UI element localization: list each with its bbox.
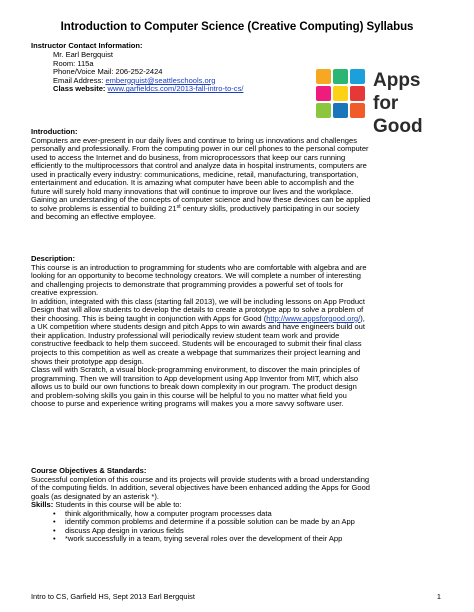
page-footer	[31, 592, 441, 601]
objectives-heading: Course Objectives & Standards:	[31, 466, 147, 475]
logo-tile	[350, 69, 365, 84]
objectives-line: of the computing fields. In addition, several objectives have been enhanced adding the Apps for Good	[31, 483, 371, 493]
logo-tile	[316, 103, 331, 118]
logo-tile	[316, 69, 331, 84]
footer-text: Intro to CS, Garfield HS, Sept 2013 Earl Bergquist	[31, 592, 195, 601]
skill-item: • identify common problems and determine if a possible solution can be made by an App	[65, 518, 370, 527]
logo-text: Apps for Good	[373, 70, 423, 137]
description-body-b	[31, 323, 367, 408]
description-body-a	[31, 264, 367, 315]
apps-for-good-link[interactable]: http://www.appsforgood.org/	[266, 313, 361, 323]
description-line: Class will with Scratch, a visual block-programming environment, to discover the main principles of	[31, 365, 360, 375]
description-line: projects to this competition as well as create a webpage that summarizes their project learning and	[31, 348, 361, 358]
page-number: 1	[436, 592, 441, 601]
skills-intro-line: Skills: Students in this course will be able to:	[31, 500, 182, 510]
description-heading: Description:	[31, 254, 76, 263]
skill-item: • discuss App design in various fields	[65, 527, 370, 536]
instructor-heading: Instructor Contact Information:	[31, 41, 143, 50]
introduction-line: entertainment and education. It is amazing what computer have been able to accomplish and the	[31, 178, 355, 188]
logo-tile	[333, 103, 348, 118]
description-line: their choosing. This is being taught in conjunction with Apps for Good (http://www.appsforgood.org/),	[31, 313, 365, 323]
website-link[interactable]: www.garfieldcs.com/2013-fall-intro-to-cs/	[107, 84, 244, 94]
introduction-body	[31, 137, 370, 205]
skills-list	[31, 510, 370, 544]
description-section	[31, 255, 367, 409]
introduction-line: Computers are ever-present in our daily lives and continue to bring us innovations and challenges	[31, 135, 357, 145]
description-line: programming. Then we will transition to App development using App Inventor from MIT, which also	[31, 373, 359, 383]
description-line: In addition, integrated with this class (starting fall 2013), we will be including lessons on App Product	[31, 296, 365, 306]
logo-tile	[333, 69, 348, 84]
introduction-line: used to access the Internet and do business, from microprocessors that keep our cars running	[31, 152, 346, 162]
logo-tile	[350, 86, 365, 101]
document-title: Introduction to Computer Science (Creative Computing) Syllabus	[60, 21, 414, 33]
objectives-section	[31, 467, 370, 544]
introduction-line: efficiently to the multiprocessors that control and analyze data in hospital instruments, computers are	[31, 161, 367, 171]
introduction-line: to solve problems is essential to building 21st century skills, productively participating in our society	[31, 203, 360, 213]
description-line: shows their prototype app design.	[31, 356, 144, 366]
description-line: Design that will allow students to develop the details to create a prototype app to solve a problem of	[31, 305, 364, 315]
class-website-line: Class website: www.garfieldcs.com/2013-fall-intro-to-cs/	[53, 84, 244, 94]
description-line: and problem-solving skills you gain in this course will be helpful to you no matter what field you	[31, 390, 347, 400]
description-line: a UK competition where students design and pitch Apps to win awards and have engineers build out	[31, 322, 365, 332]
instructor-email-line: Email Address: embergquist@seattleschools.org	[53, 75, 216, 85]
objectives-line: Successful completion of this course and its projects will provide students with a broad understanding	[31, 474, 370, 484]
introduction-line: future will surely hold many innovations that will continue to improve our lives and the workplace.	[31, 186, 354, 196]
skill-item: • think algorithmically, how a computer program processes data	[65, 510, 370, 519]
description-line: constructive feedback to help them succeed. Students will be encouraged to submit their final class	[31, 339, 362, 349]
apps-for-good-logo	[316, 69, 426, 137]
description-line: their application. Industry professional will periodically review student team work and provide	[31, 330, 340, 340]
logo-tile	[350, 103, 365, 118]
introduction-line: and becoming an effective employee.	[31, 212, 156, 222]
logo-tile	[316, 86, 331, 101]
introduction-section	[31, 128, 370, 222]
description-line: This course is an introduction to programming for students who are comfortable with algebra and are	[31, 262, 367, 272]
instructor-contact	[53, 51, 243, 94]
logo-tile	[333, 86, 348, 101]
description-line: looking for an opportunity to become technology creators. We will complete a number of interesting	[31, 271, 362, 281]
introduction-line: personally and professionally. From the computing power in our cell phones to the personal computer	[31, 144, 369, 154]
introduction-heading: Introduction:	[31, 127, 78, 136]
description-line: and challenging projects to demonstrate that programming provides a powerful set of tools for	[31, 279, 344, 289]
description-line: allows us to build our own functions to break down complexity in our program. The product design	[31, 382, 357, 392]
instructor-phone: Phone/Voice Mail: 206-252-2424	[53, 67, 163, 77]
objectives-body	[31, 476, 370, 502]
instructor-name: Mr. Earl Bergquist	[53, 50, 113, 59]
introduction-line: used in practically every industry: communications, medicine, retail, manufacturing, transportation,	[31, 169, 359, 179]
logo-tiles	[316, 69, 368, 121]
objectives-line: goals (as designated by an asterisk *).	[31, 491, 159, 501]
email-link[interactable]: embergquist@seattleschools.org	[105, 75, 216, 85]
skill-item: • *work successfully in a team, trying several roles over the development of their App	[65, 535, 370, 544]
introduction-line: Gaining an understanding of the concepts of computer science and how these devices can be applied	[31, 195, 371, 205]
description-line: choose to purse and experience writing programs will makes you a more savvy software user.	[31, 399, 344, 409]
description-line: creative expression.	[31, 288, 99, 298]
instructor-room: Room: 115a	[53, 58, 94, 68]
